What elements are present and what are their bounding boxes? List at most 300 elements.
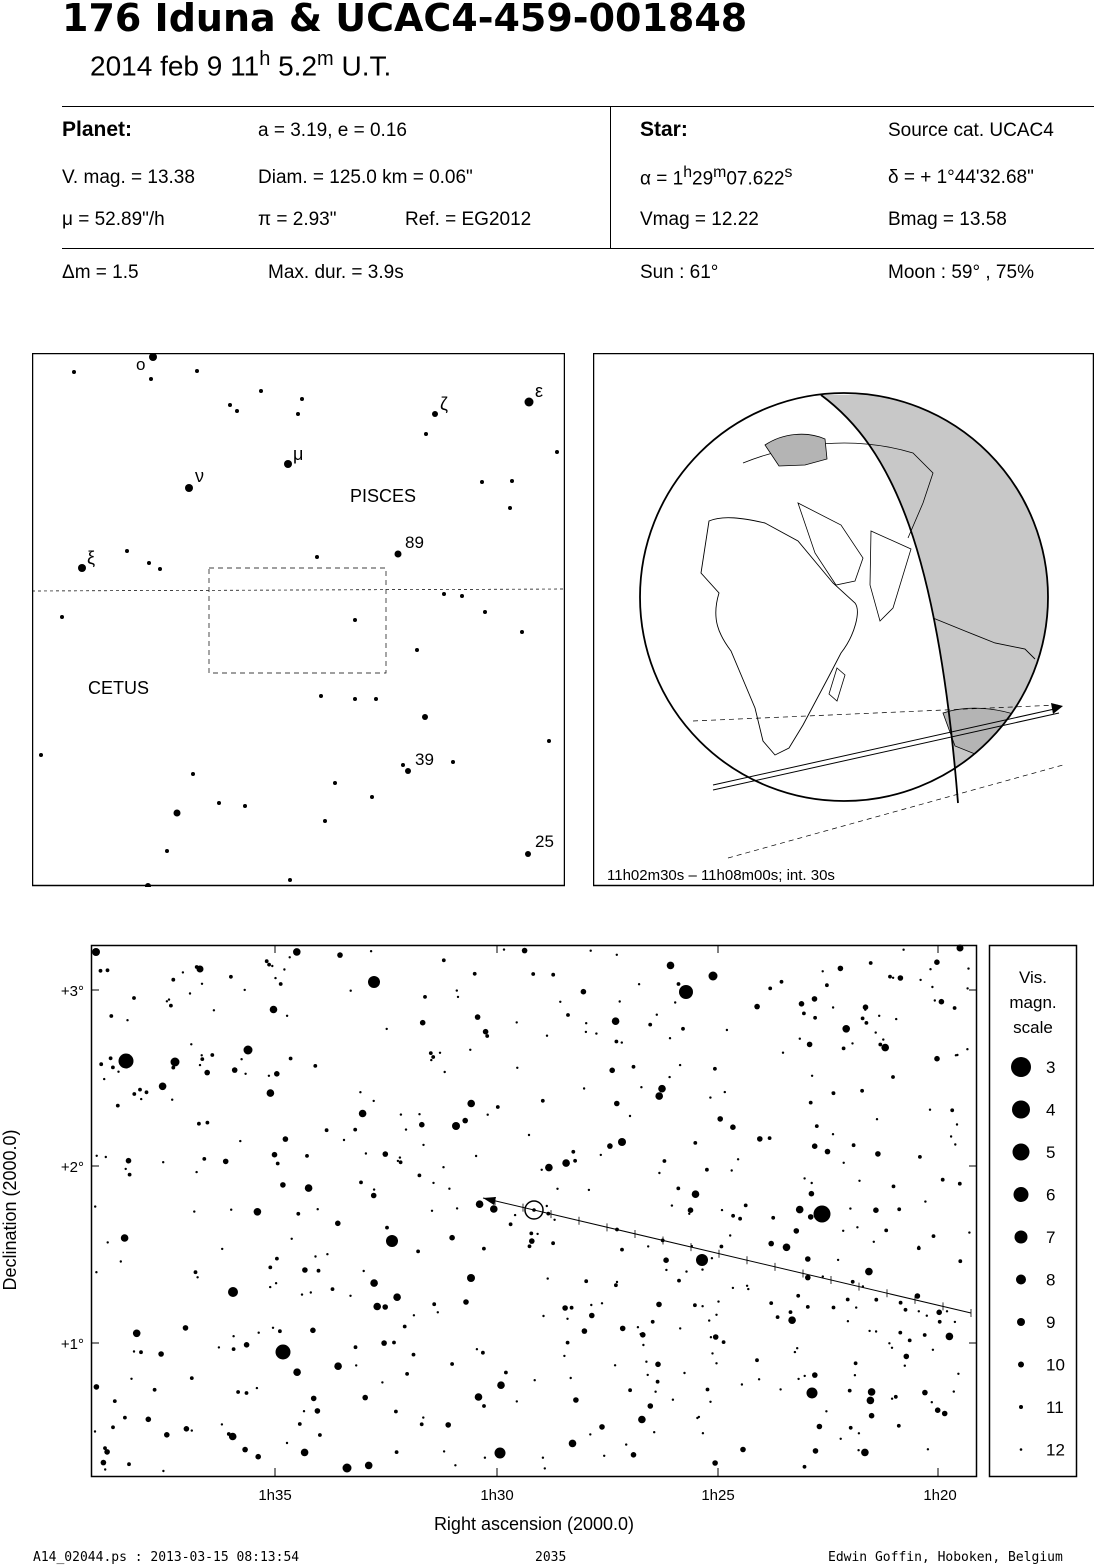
field-star	[851, 1280, 855, 1284]
field-star	[640, 1332, 646, 1338]
field-star	[423, 995, 427, 999]
field-star	[412, 1353, 416, 1357]
field-star	[688, 1213, 690, 1215]
field-star	[509, 1222, 513, 1226]
finder-star	[353, 697, 357, 701]
field-star	[271, 965, 273, 967]
field-star	[101, 1460, 107, 1466]
field-star	[840, 1438, 842, 1440]
field-star	[950, 1108, 954, 1112]
field-star	[199, 1064, 201, 1066]
field-star	[169, 1004, 173, 1008]
field-star	[382, 1304, 388, 1310]
field-star	[842, 1047, 846, 1051]
field-star	[311, 1396, 317, 1402]
field-star	[195, 1171, 197, 1173]
field-star	[457, 996, 459, 998]
field-star	[724, 1091, 726, 1093]
field-star	[847, 1320, 849, 1322]
field-star	[159, 1083, 167, 1091]
field-star	[274, 1071, 280, 1077]
field-star	[843, 1162, 845, 1164]
field-star	[851, 1042, 853, 1044]
star-vmag: Vmag = 12.22	[640, 209, 759, 230]
field-star	[957, 1373, 959, 1375]
field-star	[958, 1182, 962, 1186]
x-axis-label: Right ascension (2000.0)	[433, 1514, 635, 1534]
field-star	[337, 952, 343, 958]
field-star	[706, 1388, 710, 1392]
field-star	[395, 1450, 399, 1454]
field-star	[242, 1447, 248, 1453]
field-star	[769, 1301, 773, 1305]
finder-star	[185, 484, 193, 492]
star-bmag: Bmag = 13.58	[888, 209, 1007, 230]
field-star	[848, 1389, 852, 1393]
x-tick-label: 1h30	[480, 1487, 514, 1504]
field-star	[462, 1118, 468, 1124]
field-star	[182, 971, 184, 973]
field-star	[677, 1279, 681, 1283]
field-star	[780, 980, 784, 984]
field-star	[891, 1075, 895, 1079]
bright-star	[679, 985, 693, 999]
field-star	[516, 1400, 518, 1402]
field-star	[315, 1408, 321, 1414]
field-star	[868, 1388, 876, 1396]
finder-star	[374, 697, 378, 701]
field-star	[782, 1052, 784, 1054]
bright-star	[618, 1138, 626, 1146]
field-star	[270, 1006, 278, 1014]
field-star	[858, 1432, 860, 1434]
field-star	[529, 1238, 535, 1244]
field-star	[196, 1276, 198, 1278]
field-star	[934, 959, 940, 965]
field-star	[638, 1416, 646, 1424]
field-star	[416, 1250, 420, 1254]
field-star	[904, 1365, 906, 1367]
field-star	[648, 1023, 652, 1027]
field-star	[658, 1172, 660, 1174]
field-star	[832, 1091, 836, 1095]
field-star	[385, 1226, 389, 1230]
field-star	[671, 1204, 673, 1206]
field-star	[343, 1139, 345, 1141]
field-star	[809, 1191, 815, 1197]
field-star	[645, 1361, 647, 1363]
field-star	[878, 1015, 880, 1017]
field-star	[812, 1372, 818, 1378]
field-star	[245, 1391, 249, 1395]
field-star	[672, 1399, 674, 1401]
field-star	[405, 1372, 409, 1376]
field-star	[918, 1310, 920, 1312]
bright-star	[452, 1122, 460, 1130]
field-star	[612, 1017, 620, 1025]
y-tick-label: +2°	[60, 1159, 84, 1176]
field-star	[737, 1158, 739, 1160]
field-star	[796, 1347, 798, 1349]
field-star	[365, 1462, 373, 1470]
field-star	[717, 1300, 719, 1302]
field-star	[655, 1362, 661, 1368]
field-star	[600, 1154, 602, 1156]
field-star	[490, 1205, 498, 1213]
field-star	[732, 1287, 734, 1289]
field-star	[482, 1247, 486, 1251]
finder-star	[149, 377, 153, 381]
field-star	[276, 1162, 280, 1166]
field-star	[272, 1152, 278, 1158]
bright-star	[814, 1206, 831, 1223]
field-star	[355, 1364, 357, 1366]
field-star	[715, 1362, 717, 1364]
field-star	[908, 1339, 912, 1343]
legend-mag-label: 4	[1046, 1100, 1056, 1120]
field-star	[244, 1073, 246, 1075]
field-star	[354, 1345, 358, 1349]
field-star	[904, 1354, 910, 1360]
field-star	[625, 1443, 627, 1445]
field-star	[934, 999, 936, 1001]
field-star	[381, 1381, 383, 1383]
field-star	[663, 1159, 667, 1163]
field-star	[693, 1141, 697, 1145]
field-star	[400, 1113, 402, 1115]
legend-mag-label: 8	[1046, 1270, 1056, 1290]
field-star	[522, 948, 528, 954]
field-star	[891, 1347, 893, 1349]
planet-reference: Ref. = EG2012	[405, 209, 532, 230]
field-star	[599, 1424, 605, 1430]
field-star	[789, 1310, 793, 1314]
field-star	[711, 1352, 713, 1354]
field-star	[935, 1407, 941, 1413]
field-star	[318, 1269, 320, 1271]
label-epsilon: ε	[535, 381, 544, 401]
finder-star	[460, 594, 464, 598]
field-star	[431, 1055, 435, 1059]
field-star	[705, 1168, 709, 1172]
field-star	[303, 1410, 305, 1412]
field-star	[711, 1257, 713, 1259]
field-star	[934, 1056, 940, 1062]
planet-orbit: a = 3.19, e = 0.16	[258, 120, 407, 141]
constellation-cetus: CETUS	[88, 678, 150, 698]
field-star	[544, 1467, 546, 1469]
bright-star	[92, 948, 100, 956]
field-star	[551, 1241, 555, 1245]
field-star	[884, 1229, 888, 1233]
field-star	[692, 1190, 700, 1198]
finder-star	[370, 795, 374, 799]
finder-star	[333, 781, 337, 785]
field-star	[631, 1452, 637, 1458]
field-star	[946, 1310, 948, 1312]
field-star	[731, 1169, 733, 1171]
field-star	[113, 1399, 117, 1403]
bright-star	[343, 1464, 352, 1473]
bright-star	[807, 1388, 818, 1399]
field-star	[298, 1422, 302, 1426]
field-star	[588, 1189, 590, 1191]
field-star	[620, 1248, 624, 1252]
field-star	[393, 1293, 401, 1301]
field-star	[516, 1067, 518, 1069]
field-star	[892, 977, 894, 979]
finder-star	[149, 353, 157, 361]
field-star	[547, 1277, 549, 1279]
field-star	[923, 1333, 927, 1337]
field-star	[674, 1001, 676, 1003]
field-star	[394, 1410, 398, 1414]
field-star	[902, 949, 904, 951]
field-star	[813, 1016, 817, 1020]
field-star	[190, 1376, 194, 1380]
bright-star	[957, 945, 964, 952]
field-star	[439, 1052, 441, 1054]
field-star	[757, 1136, 763, 1142]
field-star	[96, 1155, 98, 1157]
field-star	[265, 959, 269, 963]
field-star	[139, 1350, 143, 1354]
field-star	[370, 1279, 378, 1287]
field-star	[832, 1306, 836, 1310]
field-star	[484, 1457, 486, 1459]
field-star	[803, 1465, 807, 1469]
field-star	[771, 1216, 775, 1220]
field-star	[685, 1270, 687, 1272]
field-star	[621, 1041, 623, 1043]
y-tick-label: +1°	[60, 1336, 84, 1353]
field-star	[293, 948, 301, 956]
field-star	[204, 1070, 210, 1076]
field-star	[278, 1329, 282, 1333]
field-star	[403, 1325, 407, 1329]
field-star	[497, 1381, 505, 1389]
field-star	[860, 1089, 864, 1093]
field-star	[768, 1136, 772, 1140]
field-star	[953, 1006, 957, 1010]
finder-star	[60, 615, 64, 619]
field-star	[127, 1462, 131, 1466]
field-star	[373, 1188, 375, 1190]
field-star	[573, 1159, 577, 1163]
field-star	[647, 1374, 649, 1376]
field-star	[383, 1151, 389, 1157]
field-star	[967, 967, 969, 969]
field-star	[898, 1331, 902, 1335]
footer-file: A14_02044.ps : 2013-03-15 08:13:54	[33, 1550, 300, 1565]
field-star	[232, 1347, 236, 1351]
finder-star	[174, 810, 181, 817]
legend-dot	[1015, 1231, 1028, 1244]
label-zeta: ζ	[440, 394, 448, 414]
field-star	[413, 1314, 415, 1316]
field-star	[954, 1143, 956, 1145]
field-star	[854, 1361, 858, 1365]
star-ra: $\alpha = 1^h29^m07.622^s$	[640, 164, 793, 190]
field-star	[542, 1457, 544, 1459]
field-star	[842, 1025, 850, 1033]
field-star	[94, 1205, 96, 1207]
legend-dot	[1019, 1405, 1023, 1409]
star-dec: δ = + 1°44'32.68"	[888, 167, 1034, 188]
field-star	[106, 968, 110, 972]
field-star	[239, 1140, 241, 1142]
field-star	[708, 1319, 710, 1321]
field-star	[443, 1450, 445, 1452]
legend-title-line: scale	[1013, 1018, 1053, 1037]
planet-label: Planet:	[62, 118, 133, 141]
field-star	[755, 1358, 759, 1362]
field-star	[120, 1260, 122, 1262]
field-star	[747, 1288, 749, 1290]
bright-star	[467, 1274, 475, 1282]
field-star	[616, 1281, 618, 1283]
field-star	[335, 1221, 341, 1227]
finder-star	[319, 694, 323, 698]
field-star	[111, 1066, 115, 1070]
field-star	[126, 1019, 128, 1021]
field-star	[229, 975, 233, 979]
field-star	[469, 1049, 471, 1051]
finder-star	[525, 398, 534, 407]
field-star	[779, 1388, 781, 1390]
field-star	[201, 1054, 203, 1056]
field-star	[898, 975, 904, 981]
field-star	[528, 1244, 532, 1248]
field-star	[476, 1200, 484, 1208]
field-star	[825, 983, 829, 987]
field-star	[570, 1377, 572, 1379]
field-star	[422, 1416, 424, 1418]
field-star	[268, 1075, 270, 1077]
finder-star	[165, 849, 169, 853]
field-star	[813, 1448, 819, 1454]
field-star	[642, 1344, 644, 1346]
field-star	[897, 1424, 901, 1428]
field-star	[632, 1065, 636, 1069]
field-star	[861, 1017, 865, 1021]
field-star	[809, 1101, 813, 1105]
field-star	[874, 1298, 878, 1302]
field-star	[822, 970, 824, 972]
field-star	[432, 1302, 436, 1306]
bright-star	[386, 1235, 398, 1247]
field-star	[573, 1397, 579, 1403]
field-star	[314, 1255, 316, 1257]
field-star	[865, 1268, 873, 1276]
field-star	[754, 1004, 760, 1010]
field-star	[919, 979, 921, 981]
legend-mag-label: 12	[1046, 1440, 1065, 1460]
field-star	[431, 1210, 433, 1212]
field-star	[197, 1122, 201, 1126]
field-star	[206, 1121, 210, 1125]
field-star	[805, 1256, 811, 1262]
field-star	[875, 1031, 877, 1033]
field-star	[585, 1022, 587, 1024]
field-star	[701, 1268, 703, 1270]
field-star	[267, 963, 271, 967]
field-star	[799, 1001, 805, 1007]
field-star	[601, 1302, 603, 1304]
finder-star	[555, 450, 559, 454]
field-star	[275, 1257, 279, 1261]
finder-star	[78, 564, 86, 572]
field-star	[832, 1006, 834, 1008]
field-star	[864, 1009, 866, 1011]
field-star	[663, 1257, 669, 1263]
bright-star	[244, 1046, 253, 1055]
field-star	[693, 1303, 697, 1307]
field-star	[210, 1053, 214, 1057]
header-rule-top	[62, 106, 1094, 107]
label-mu: μ	[293, 444, 304, 464]
legend-dot	[1011, 1057, 1031, 1077]
field-star	[240, 1058, 242, 1060]
detail-star-chart	[0, 940, 1096, 1540]
field-star	[807, 1042, 813, 1048]
field-star	[223, 1159, 229, 1165]
field-star	[218, 1346, 220, 1348]
field-star	[116, 1104, 120, 1108]
field-star	[244, 989, 246, 991]
field-star	[869, 961, 873, 965]
finder-star	[259, 389, 263, 393]
field-star	[683, 1372, 685, 1374]
field-star	[475, 1155, 477, 1157]
field-star	[858, 1180, 860, 1182]
field-star	[615, 1040, 619, 1044]
field-star	[392, 1341, 396, 1345]
field-star	[656, 1380, 660, 1384]
field-star	[536, 1233, 538, 1235]
field-star	[399, 1160, 403, 1164]
finder-star	[353, 618, 357, 622]
field-star	[133, 1350, 135, 1352]
field-star	[221, 1248, 223, 1250]
finder-star	[442, 592, 446, 596]
field-star	[202, 1157, 206, 1161]
field-star	[111, 1425, 115, 1429]
field-star	[868, 1330, 870, 1332]
field-star	[876, 1118, 878, 1120]
field-star	[956, 1054, 958, 1056]
field-star	[487, 1114, 489, 1116]
field-star	[291, 1238, 293, 1240]
field-star	[279, 982, 283, 986]
field-star	[658, 1085, 666, 1093]
field-star	[331, 1287, 335, 1291]
field-star	[677, 982, 681, 986]
field-star	[546, 1205, 548, 1207]
field-star	[200, 1057, 204, 1061]
field-star	[551, 973, 555, 977]
finder-star	[300, 397, 304, 401]
field-star	[405, 1128, 407, 1130]
field-star	[812, 1143, 818, 1149]
field-star	[255, 1454, 261, 1460]
field-star	[811, 1075, 813, 1077]
field-star	[258, 1332, 260, 1334]
field-star	[123, 1416, 127, 1420]
field-star	[825, 1149, 831, 1155]
legend-dot	[1017, 1318, 1025, 1326]
field-star	[399, 1156, 401, 1158]
